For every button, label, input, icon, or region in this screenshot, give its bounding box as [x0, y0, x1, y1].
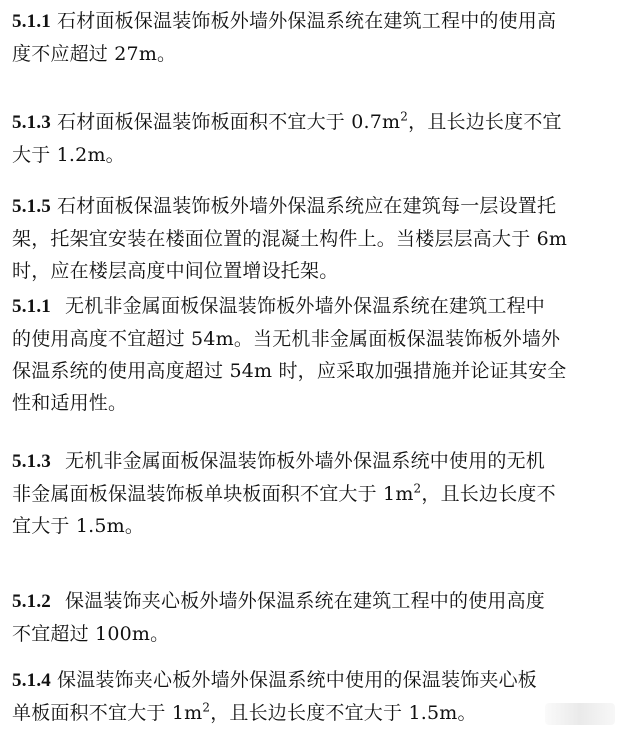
clause-text: 无机非金属面板保温装饰板外墙外保温系统在建筑工程中 — [65, 295, 546, 317]
clause-number: 5.1.3 — [12, 451, 51, 472]
clause-5-1-3-stone — [12, 106, 562, 171]
clause-text: 架，托架宜安装在楼面位置的混凝土构件上。当楼层层高大于 6m — [12, 228, 568, 250]
clause-number: 5.1.3 — [12, 112, 51, 133]
clause-line — [12, 478, 556, 510]
clause-number: 5.1.1 — [12, 296, 51, 317]
clause-text: ，且长边长度不宜 — [408, 111, 562, 133]
superscript: 2 — [413, 481, 422, 496]
clause-text: 时，应在楼层高度中间位置增设托架。 — [12, 260, 339, 282]
clause-text: 保温装饰夹心板外墙外保温系统在建筑工程中的使用高度 — [65, 590, 546, 612]
clause-5-1-5-stone — [12, 190, 567, 287]
clause-line — [12, 106, 562, 139]
superscript: 2 — [400, 109, 409, 124]
clause-line — [12, 290, 566, 323]
clause-line — [12, 190, 567, 223]
watermark — [545, 703, 615, 725]
clause-5-1-3-inorganic — [12, 445, 556, 542]
clause-text: ，且长边长度不 — [421, 483, 556, 505]
clause-text: 石材面板保温装饰板外墙外保温系统在建筑工程中的使用高 — [57, 10, 557, 32]
clause-text: 的使用高度不宜超过 54m。当无机非金属面板保温装饰板外墙外 — [12, 328, 561, 350]
clause-text: 非金属面板保温装饰板单块板面积不宜大于 1m — [12, 483, 414, 505]
clause-text: 无机非金属面板保温装饰板外墙外保温系统中使用的无机 — [65, 450, 546, 472]
clause-text: 保温系统的使用高度超过 54m 时，应采取加强措施并论证其安全 — [12, 360, 567, 382]
clause-number: 5.1.5 — [12, 196, 51, 217]
clause-line — [12, 5, 556, 38]
clause-5-1-1-inorganic — [12, 290, 566, 419]
clause-text: 大于 1.2m。 — [12, 144, 125, 166]
superscript: 2 — [202, 700, 211, 715]
clause-text: 石材面板保温装饰板外墙外保温系统应在建筑每一层设置托 — [57, 195, 557, 217]
clause-text: 保温装饰夹心板外墙外保温系统中使用的保温装饰夹心板 — [57, 669, 538, 691]
clause-number: 5.1.4 — [12, 670, 51, 691]
clause-text: ，且长边长度不宜大于 1.5m。 — [210, 702, 477, 724]
clause-number: 5.1.1 — [12, 11, 51, 32]
clause-line — [12, 664, 537, 697]
clause-text: 不宜超过 100m。 — [12, 623, 170, 645]
clause-5-1-1-stone — [12, 5, 556, 70]
clause-5-1-2-sandwich — [12, 585, 545, 650]
clause-line — [12, 697, 537, 729]
clause-5-1-4-sandwich — [12, 664, 537, 729]
clause-text: 单板面积不宜大于 1m — [12, 702, 203, 724]
clause-line — [12, 585, 545, 618]
clause-line — [12, 445, 556, 478]
clause-text: 度不应超过 27m。 — [12, 43, 177, 65]
clause-text: 性和适用性。 — [12, 392, 128, 414]
clause-number: 5.1.2 — [12, 591, 51, 612]
clause-text: 宜大于 1.5m。 — [12, 515, 145, 537]
clause-text: 石材面板保温装饰板面积不宜大于 0.7m — [57, 111, 401, 133]
